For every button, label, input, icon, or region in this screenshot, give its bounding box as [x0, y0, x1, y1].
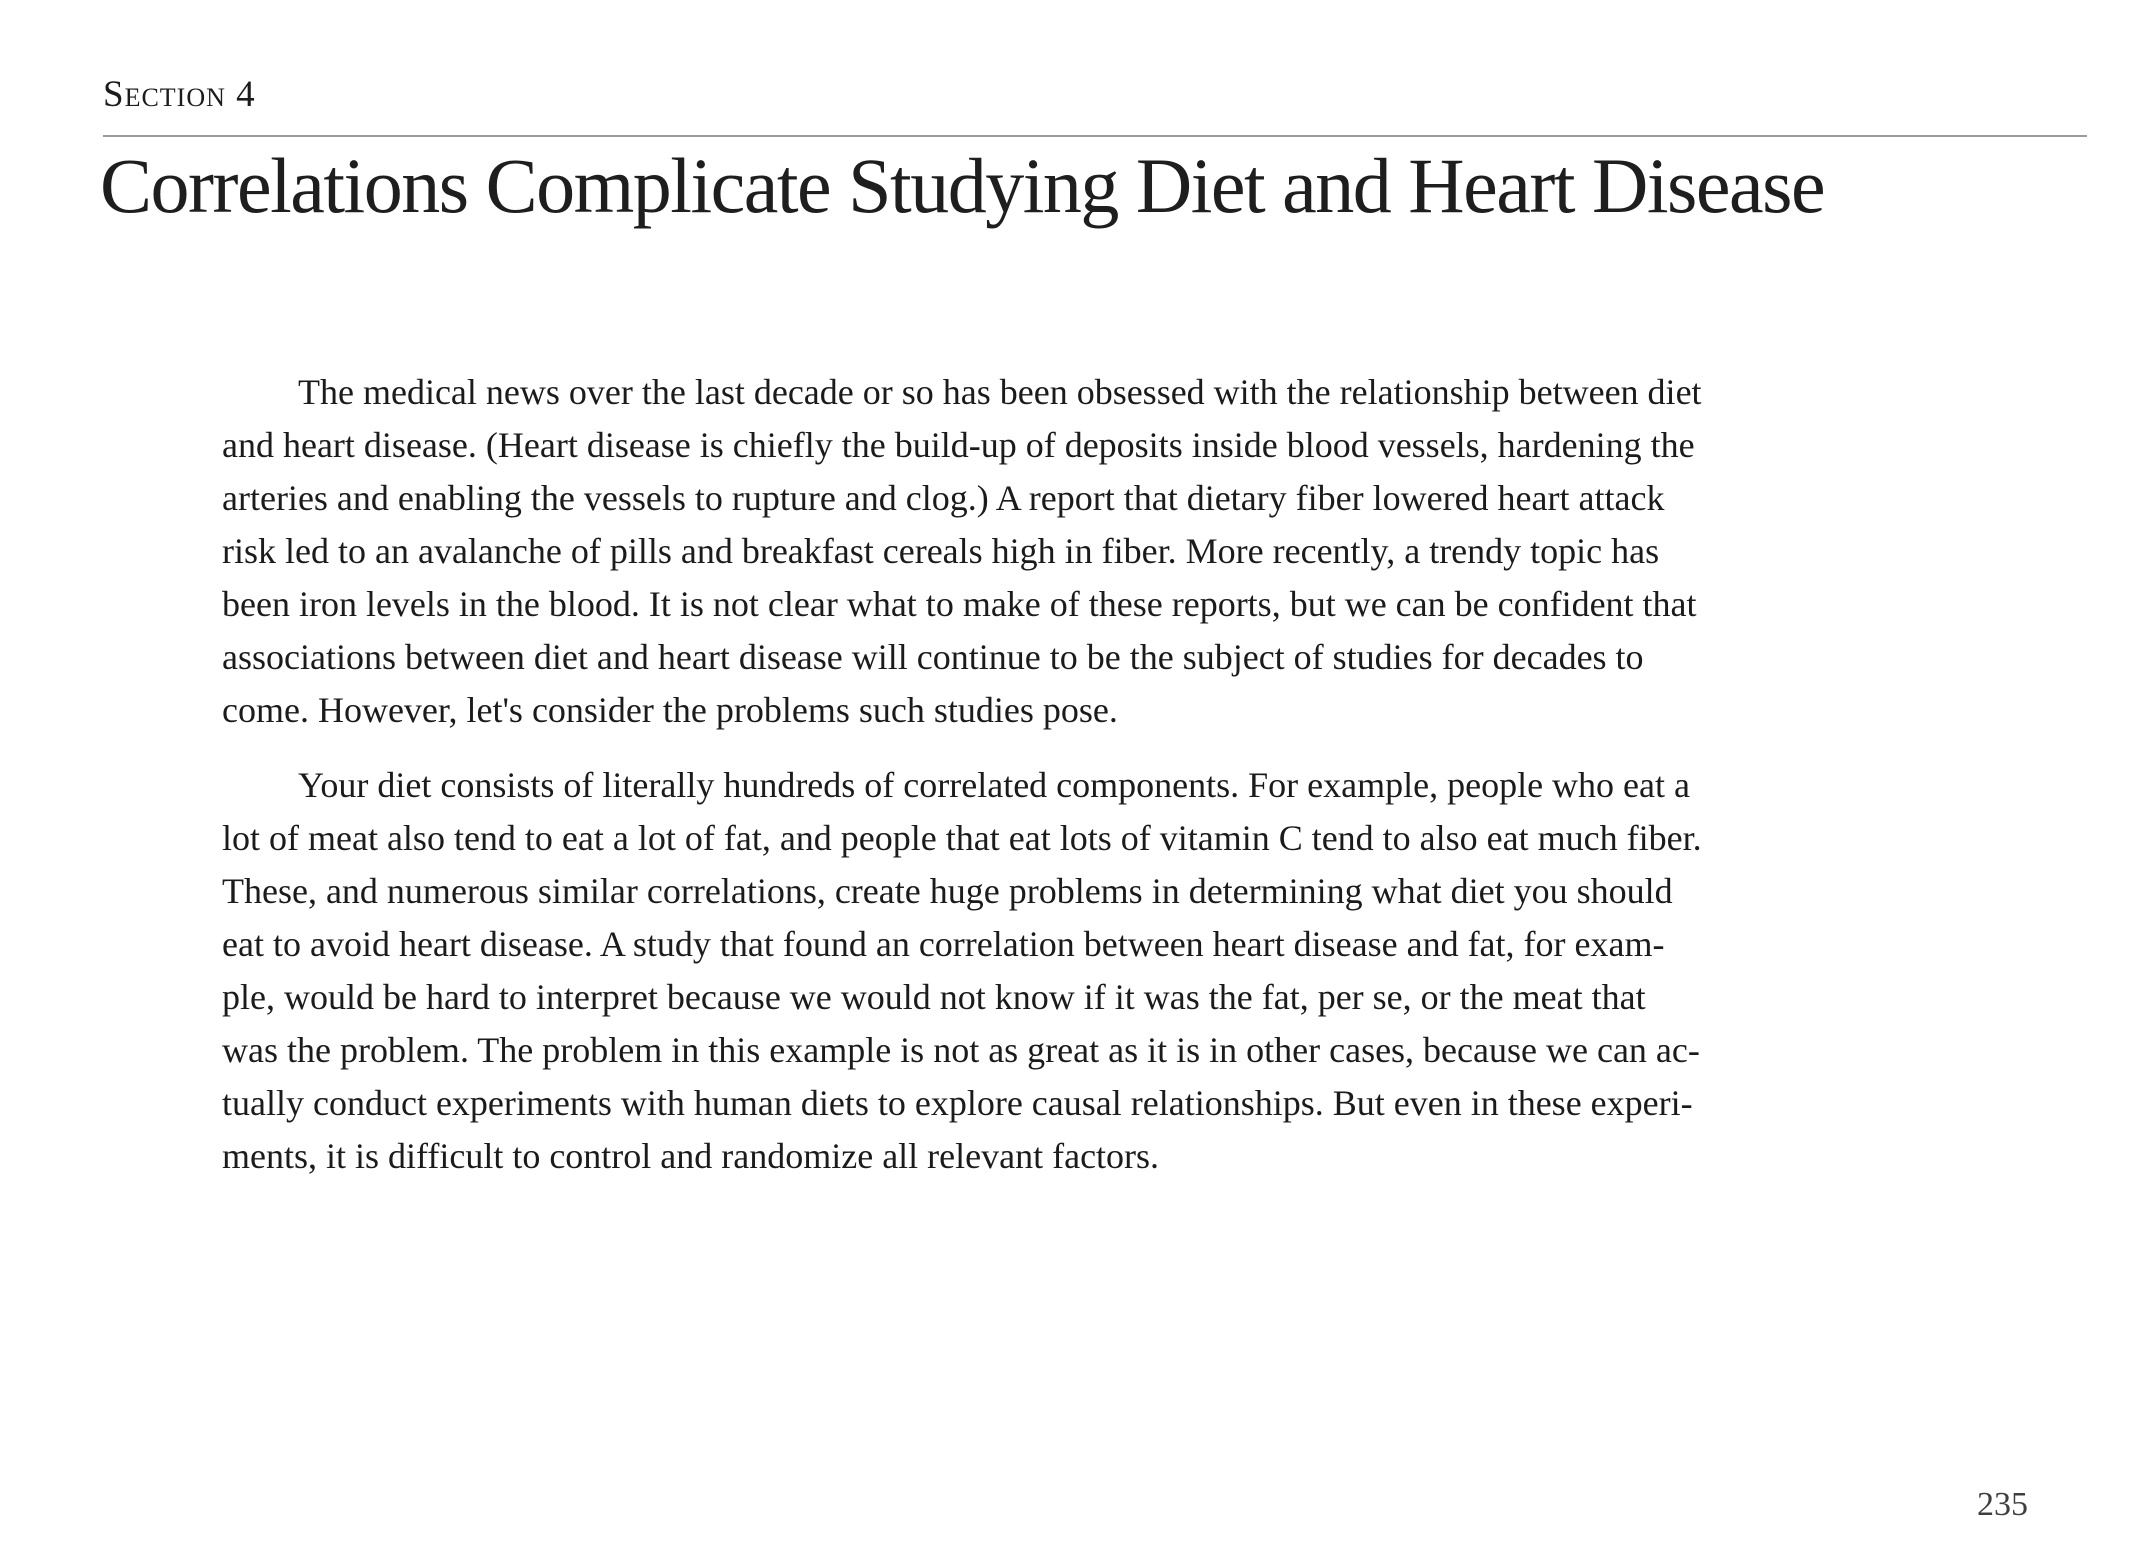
page-title: Correlations Complicate Studying Diet and Heart Disease — [100, 142, 1825, 229]
section-label: Section 4 — [103, 74, 256, 115]
text-line: lot of meat also tend to eat a lot of fat, and people that eat lots of vitamin C tend to also eat much fiber. — [222, 818, 1702, 858]
text-line: risk led to an avalanche of pills and breakfast cereals high in fiber. More recently, a trendy topic has — [222, 531, 1660, 571]
text-line: come. However, let's consider the problems such studies pose. — [222, 690, 1118, 730]
text-line: ments, it is difficult to control and randomize all relevant factors. — [222, 1136, 1160, 1176]
text-line: These, and numerous similar correlations, create huge problems in determining what diet you should — [222, 871, 1673, 911]
text-line: eat to avoid heart disease. A study that found an correlation between heart disease and fat, for exam- — [222, 924, 1665, 964]
text-line: associations between diet and heart disease will continue to be the subject of studies for decades to — [222, 637, 1644, 677]
text-line: ple, would be hard to interpret because we would not know if it was the fat, per se, or the meat that — [222, 977, 1646, 1017]
text-line: Your diet consists of literally hundreds of correlated components. For example, people who eat a — [298, 765, 1690, 805]
paragraph — [222, 366, 1936, 737]
text-line: been iron levels in the blood. It is not clear what to make of these reports, but we can be confident that — [222, 584, 1697, 624]
text-line: tually conduct experiments with human diets to explore causal relationships. But even in these experi- — [222, 1083, 1693, 1123]
paragraph — [222, 759, 1936, 1183]
text-line: The medical news over the last decade or so has been obsessed with the relationship between diet — [298, 372, 1702, 412]
article-body — [222, 366, 1936, 1183]
text-line: and heart disease. (Heart disease is chiefly the build-up of deposits inside blood vessels, hardening the — [222, 425, 1695, 465]
section-divider-rule — [103, 135, 2087, 137]
page-number: 235 — [1977, 1486, 2028, 1523]
text-line: arteries and enabling the vessels to rupture and clog.) A report that dietary fiber lowered heart attack — [222, 478, 1665, 518]
text-line: was the problem. The problem in this example is not as great as it is in other cases, because we can ac- — [222, 1030, 1700, 1070]
